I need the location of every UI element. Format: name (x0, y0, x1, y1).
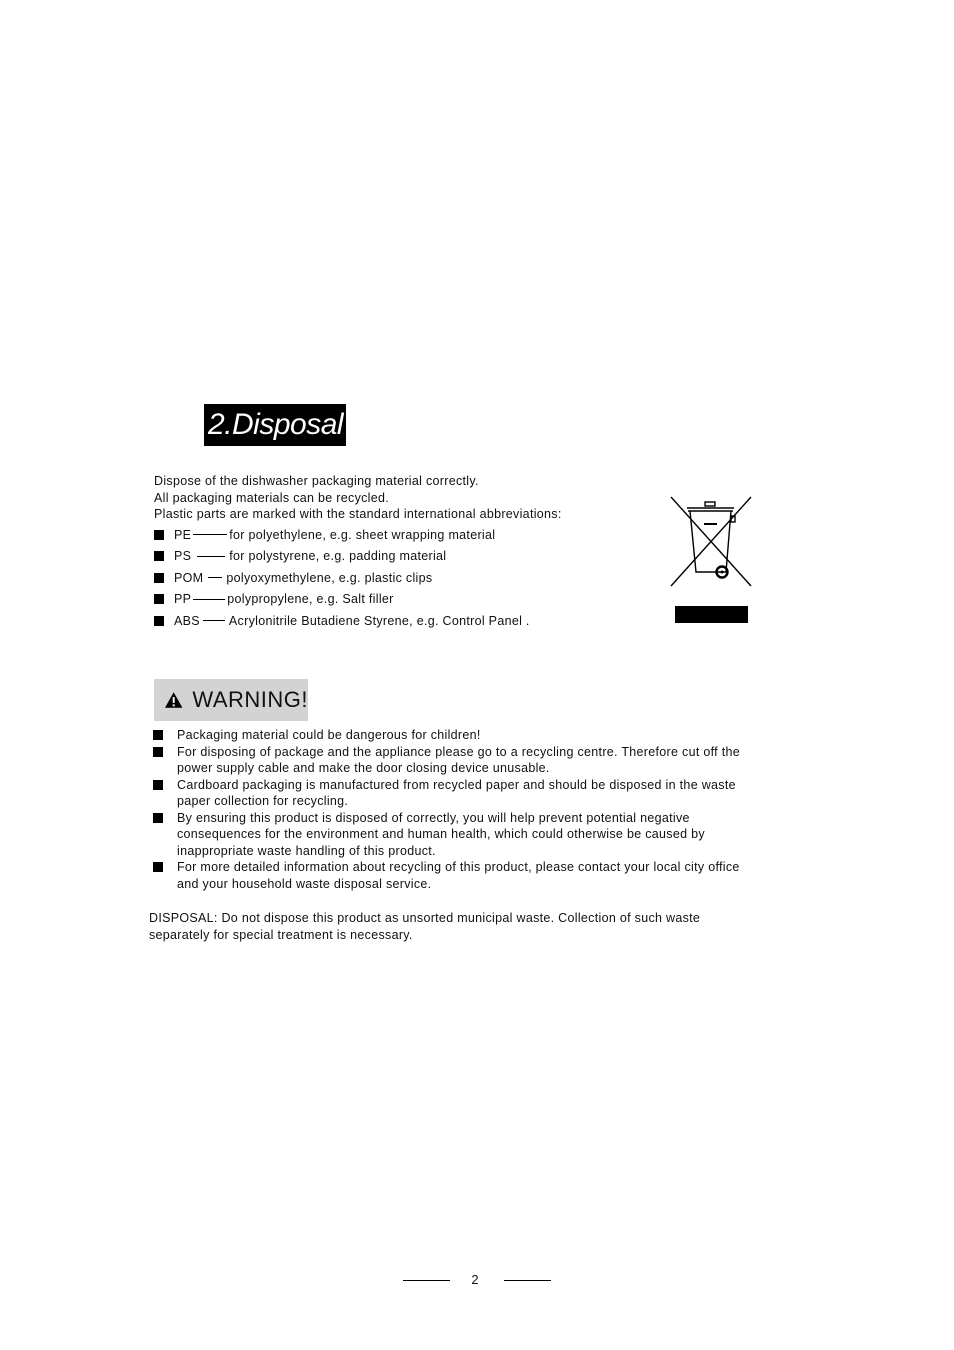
plastic-code: POM (174, 570, 204, 585)
plastic-item-pp (154, 589, 614, 611)
bullet-square-icon (154, 594, 164, 604)
plastic-description: Acrylonitrile Butadiene Styrene, e.g. Control Panel . (228, 613, 530, 628)
warning-item (153, 777, 753, 810)
bullet-square-icon (154, 530, 164, 540)
plastic-description: for polystyrene, e.g. padding material (229, 549, 447, 564)
bullet-square-icon (153, 780, 163, 790)
section-title: 2.Disposal (204, 404, 346, 446)
dash-divider (193, 534, 227, 535)
plastic-code: ABS (174, 613, 200, 628)
warning-text: By ensuring this product is disposed of correctly, you will help prevent potential negative consequences for the environment and human health, which could otherwise be caused by inappropriate waste handling of this product. (177, 810, 705, 858)
plastic-code: PS (174, 549, 192, 564)
warning-list (153, 727, 753, 892)
bullet-square-icon (153, 813, 163, 823)
dash-divider (197, 556, 225, 557)
intro-line: All packaging materials can be recycled. (154, 490, 390, 505)
footer-rule-right (504, 1280, 551, 1281)
plastic-description: polyoxymethylene, e.g. plastic clips (226, 570, 433, 585)
intro-text (154, 473, 634, 523)
warning-label: WARNING! (192, 687, 308, 712)
warning-item (153, 744, 753, 777)
bullet-square-icon (153, 730, 163, 740)
bullet-square-icon (154, 573, 164, 583)
disposal-note: DISPOSAL: Do not dispose this product as unsorted municipal waste. Collection of such waste separately for special treatment is necessary. (149, 911, 701, 942)
footer-rule-left (403, 1280, 450, 1281)
warning-triangle-icon (164, 691, 183, 709)
plastic-code: PP (174, 592, 192, 607)
plastic-abbreviation-list (154, 524, 614, 632)
symbol-bar (675, 606, 748, 623)
bullet-square-icon (153, 747, 163, 757)
warning-header (154, 679, 308, 721)
plastic-item-pom (154, 567, 614, 589)
warning-text: For disposing of package and the appliance please go to a recycling centre. Therefore cut off the power supply cable and make the door closing device unusable. (177, 744, 741, 775)
dash-divider (203, 620, 225, 621)
intro-line: Dispose of the dishwasher packaging material correctly. (154, 474, 479, 488)
warning-text: For more detailed information about recycling of this product, please contact your local city office and your household waste disposal service. (177, 860, 740, 891)
warning-text: Cardboard packaging is manufactured from recycled paper and should be disposed in the waste paper collection for recycling. (177, 777, 736, 808)
plastic-description: for polyethylene, e.g. sheet wrapping material (229, 527, 496, 542)
plastic-description: polypropylene, e.g. Salt filler (227, 592, 394, 607)
intro-line: Plastic parts are marked with the standard international abbreviations: (154, 507, 562, 521)
bullet-square-icon (154, 551, 164, 561)
dash-divider (208, 577, 222, 578)
plastic-code: PE (174, 527, 192, 542)
warning-item (153, 810, 753, 860)
page-number: 2 (471, 1272, 479, 1287)
warning-text: Packaging material could be dangerous for children! (177, 728, 481, 742)
bullet-square-icon (153, 862, 163, 872)
plastic-item-ps (154, 546, 614, 568)
warning-item (153, 859, 753, 892)
crossed-out-wheelie-bin-icon (670, 496, 752, 588)
bullet-square-icon (154, 616, 164, 626)
dash-divider (193, 599, 225, 600)
plastic-item-abs (154, 610, 614, 632)
plastic-item-pe (154, 524, 614, 546)
warning-item (153, 727, 753, 744)
